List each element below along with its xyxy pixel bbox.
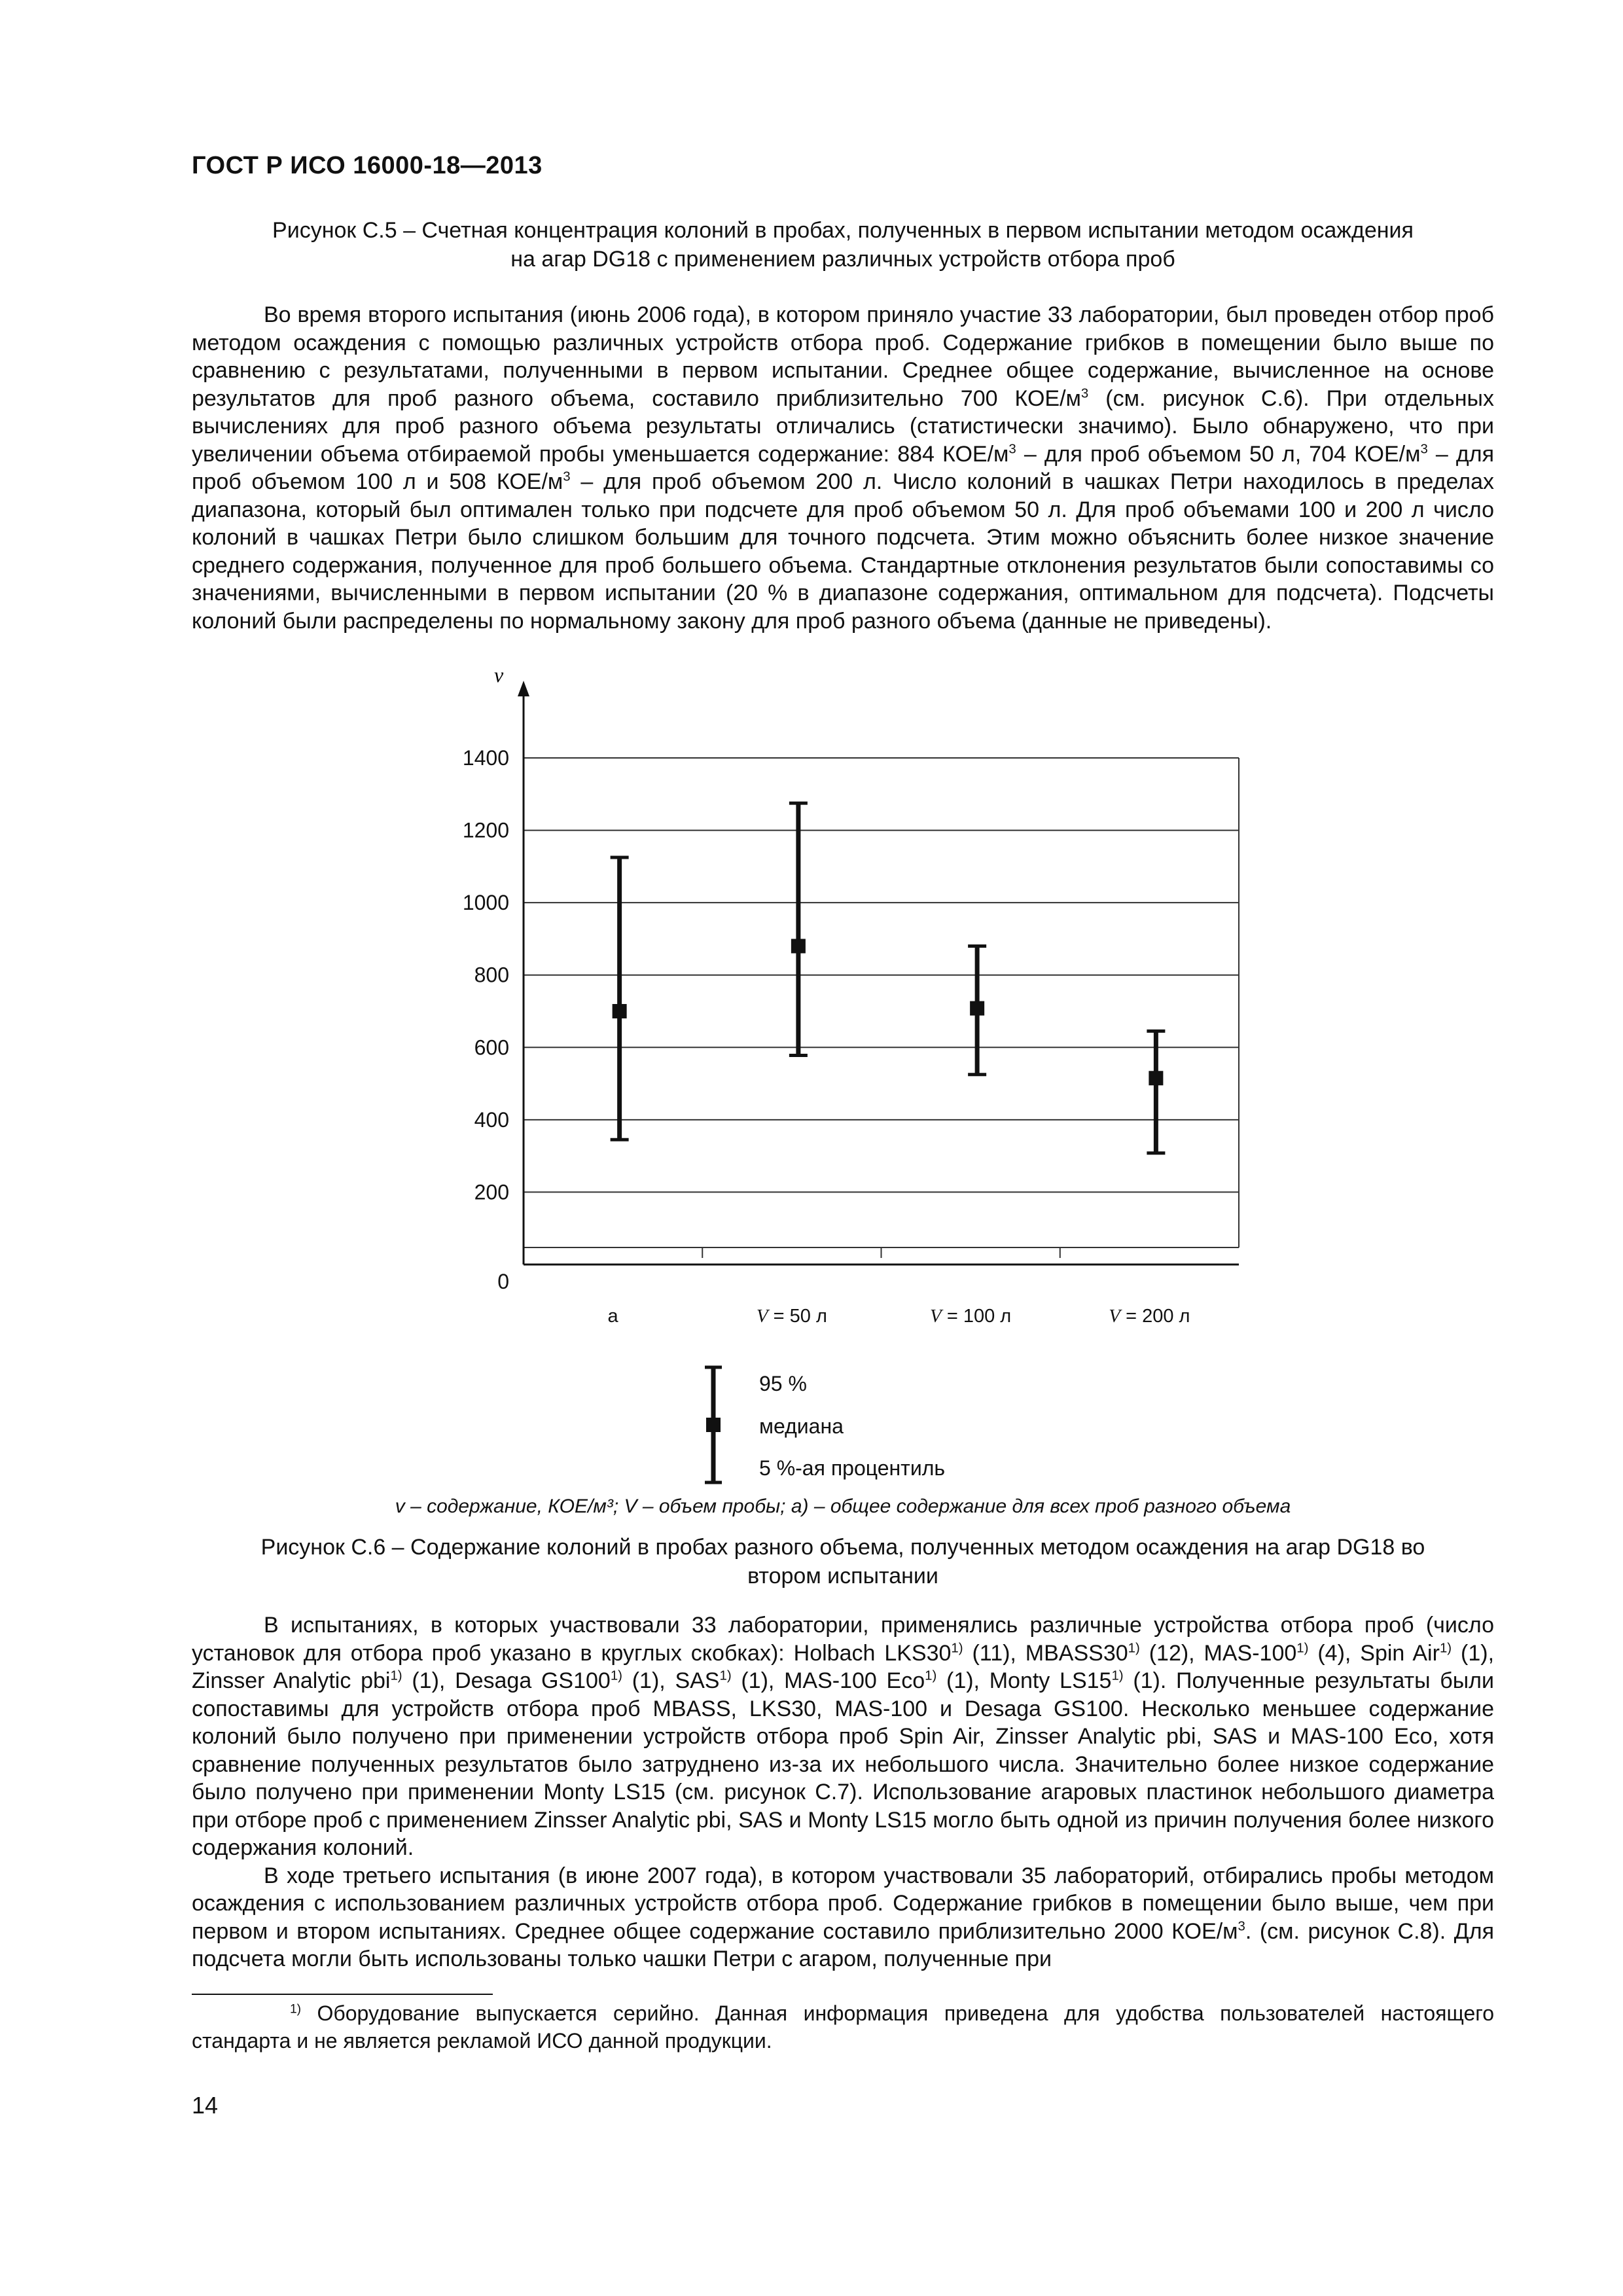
y-axis bbox=[518, 681, 1239, 1265]
superscript: 3 bbox=[1238, 1919, 1245, 1934]
y-tick-label: 1200 bbox=[462, 818, 509, 842]
y-tick-label: 1000 bbox=[462, 891, 509, 915]
superscript: 1) bbox=[925, 1668, 937, 1683]
superscript: 3 bbox=[1080, 386, 1089, 401]
superscript: 3 bbox=[1420, 442, 1428, 457]
text-segment: (12), MAS-100 bbox=[1139, 1640, 1297, 1666]
paragraph-third-trial-text bbox=[192, 1862, 1494, 1973]
text-segment: (11), MBASS30 bbox=[963, 1640, 1128, 1666]
percentile-markers bbox=[611, 803, 1166, 1153]
superscript: 1) bbox=[1296, 1641, 1309, 1656]
superscript: 1) bbox=[1439, 1641, 1452, 1656]
superscript: 1) bbox=[610, 1668, 622, 1683]
legend-p5: 5 %-ая процентиль bbox=[759, 1456, 946, 1480]
y-axis-label: v bbox=[494, 663, 504, 687]
superscript: 3 bbox=[1008, 442, 1016, 457]
median-marker bbox=[1149, 1071, 1163, 1085]
text-segment: (1), MAS-100 Eco bbox=[731, 1668, 925, 1693]
figure-c6-caption bbox=[192, 1533, 1494, 1590]
text-segment: (4), Spin Air bbox=[1308, 1640, 1440, 1666]
chart-grid bbox=[524, 758, 1239, 1258]
footnote bbox=[192, 2000, 1494, 2054]
figure-c5-caption-line1: Рисунок С.5 – Счетная концентрация колоний в пробах, полученных в первом испытании методом осаждения bbox=[272, 218, 1414, 243]
text-segment: В испытаниях, в которых участвовали 33 лаборатории, применялись различные устройства отбора проб (число установок для отбора проб указано в круглых скобках): Holbach LKS30 bbox=[192, 1613, 1494, 1666]
y-tick-label: 800 bbox=[474, 963, 509, 987]
y-tick-label: 1400 bbox=[462, 746, 509, 770]
median-marker bbox=[613, 1004, 627, 1018]
x-category-labels bbox=[608, 1306, 1190, 1327]
figure-c6-caption-line1: Рисунок С.6 – Содержание колоний в пробах разного объема, полученных методом осаждения на агар DG18 во bbox=[260, 1535, 1425, 1560]
x-category-label: V = 100 л bbox=[930, 1306, 1012, 1327]
text-segment: Во время второго испытания (июнь 2006 года), в котором приняло участие 33 лаборатории, был проведен отбор проб методом осаждения с помощью различных устройств отбора проб. Содержание грибков в помещении было выше по сравнению с результатами, полученными в первом испытании. Среднее общее содержание, вычисленное на основе результатов для проб разного объема, составило приблизительно 700 КОЕ/м bbox=[192, 302, 1494, 411]
x-category-label: V = 50 л bbox=[756, 1306, 827, 1327]
legend-symbol bbox=[705, 1367, 722, 1482]
document-header: ГОСТ Р ИСО 16000-18—2013 bbox=[192, 152, 543, 179]
legend-p95: 95 % bbox=[759, 1372, 807, 1395]
figure-c5-caption bbox=[192, 216, 1494, 274]
y-tick-label: 200 bbox=[474, 1180, 509, 1204]
text-segment: . (см. рисунок С.8). Для подсчета могли быть использованы только чашки Петри с агаром, полученные при bbox=[192, 1918, 1495, 1971]
median-marker bbox=[970, 1001, 984, 1016]
footnote-mark: 1) bbox=[290, 2002, 302, 2017]
y-tick-label: 400 bbox=[474, 1107, 509, 1132]
footnote-text: Оборудование выпускается серийно. Данная информация приведена для удобства пользователей настоящего стандарта и не является рекламой ИСО данной продукции. bbox=[192, 2001, 1494, 2053]
paragraph-second-trial-text bbox=[192, 301, 1494, 635]
paragraph-second-trial bbox=[192, 301, 1494, 635]
text-segment: – для проб объемом 50 л, 704 КОЕ/м bbox=[1016, 441, 1421, 467]
text-segment: В ходе третьего испытания (в июне 2007 года), в котором участвовали 35 лабораторий, отбирались пробы методом осаждения с использованием различных устройств отбора проб. Содержание грибков в помещении было выше, чем при первом и втором испытаниях. Среднее общее содержание составило приблизительно 2000 КОЕ/м bbox=[192, 1863, 1494, 1944]
median-marker bbox=[791, 939, 806, 953]
text-segment: (1), Monty LS15 bbox=[936, 1668, 1112, 1693]
paragraph-devices bbox=[192, 1611, 1494, 1973]
superscript: 1) bbox=[390, 1668, 402, 1683]
text-segment: (см. рисунок С.6). При отдельных вычислениях для проб разного объема результаты отличались (статистически значимо). Было обнаружено, что при увеличении объема отбираемой пробы уменьшается содержание: 884 КОЕ/м bbox=[192, 386, 1494, 467]
figure-c6-caption-line2: втором испытании bbox=[747, 1564, 938, 1588]
y-tick-label: 600 bbox=[474, 1035, 509, 1060]
page-number: 14 bbox=[192, 2092, 219, 2119]
superscript: 1) bbox=[1128, 1641, 1140, 1656]
superscript: 1) bbox=[951, 1641, 963, 1656]
text-segment: (1). Полученные результаты были сопоставимы для устройств отбора проб MBASS, LKS30, MAS-100 и Desaga GS100. Несколько меньшее содержание колоний было получено при применении устройств отбора проб Spin Air, Zinsser Analytic pbi, SAS и MAS-100 Eco, хотя сравнение полученных результатов было затруднено из-за их небольшого числа. Значительно более низкое содержание было получено при применении Monty LS15 (см. рисунок С.7). Использование агаровых пластинок небольшого диаметра при отборе проб с применением Zinsser Analytic pbi, SAS и Monty LS15 могло быть одной из причин получения более низкого содержания колоний. bbox=[192, 1668, 1494, 1860]
text-segment: – для проб объемом 200 л. Число колоний в чашках Петри находилось в пределах диапазона, который был оптимален только при подсчете для проб объемом 50 л. Для проб объемами 100 и 200 л число колоний в чашках Петри было слишком большим для точного подсчета. Этим можно объяснить более низкое значение среднего содержания, полученное для проб большего объема. Стандартные отклонения результатов были сопоставимы со значениями, вычисленными в первом испытании (20 % в диапазоне содержания, оптимальном для подсчета). Подсчеты колоний были распределены по нормальному закону для проб разного объема (данные не приведены). bbox=[192, 469, 1494, 634]
text-segment: (1), Desaga GS100 bbox=[402, 1668, 611, 1693]
superscript: 1) bbox=[719, 1668, 732, 1683]
superscript: 3 bbox=[563, 469, 571, 484]
chart-note: v – содержание, КОЕ/м³; V – объем пробы; а) – общее содержание для всех проб разного объема bbox=[395, 1496, 1291, 1517]
y-tick-labels bbox=[463, 746, 509, 1293]
legend-median: медиана bbox=[759, 1414, 844, 1438]
chart-legend bbox=[694, 1358, 1034, 1496]
text-segment: (1), SAS bbox=[622, 1668, 720, 1693]
x-category-label: а bbox=[607, 1306, 618, 1327]
paragraph-devices-text bbox=[192, 1611, 1494, 1862]
text-segment: (1), Zinsser Analytic pbi bbox=[192, 1640, 1495, 1693]
superscript: 1) bbox=[1111, 1668, 1124, 1683]
x-category-label: V = 200 л bbox=[1109, 1306, 1190, 1327]
footnote-separator bbox=[192, 1994, 493, 1995]
figure-c5-caption-line2: на агар DG18 с применением различных устройств отбора проб bbox=[510, 247, 1175, 272]
y-tick-label: 0 bbox=[497, 1270, 509, 1293]
text-segment: – для проб объемом 100 л и 508 КОЕ/м bbox=[192, 441, 1494, 494]
